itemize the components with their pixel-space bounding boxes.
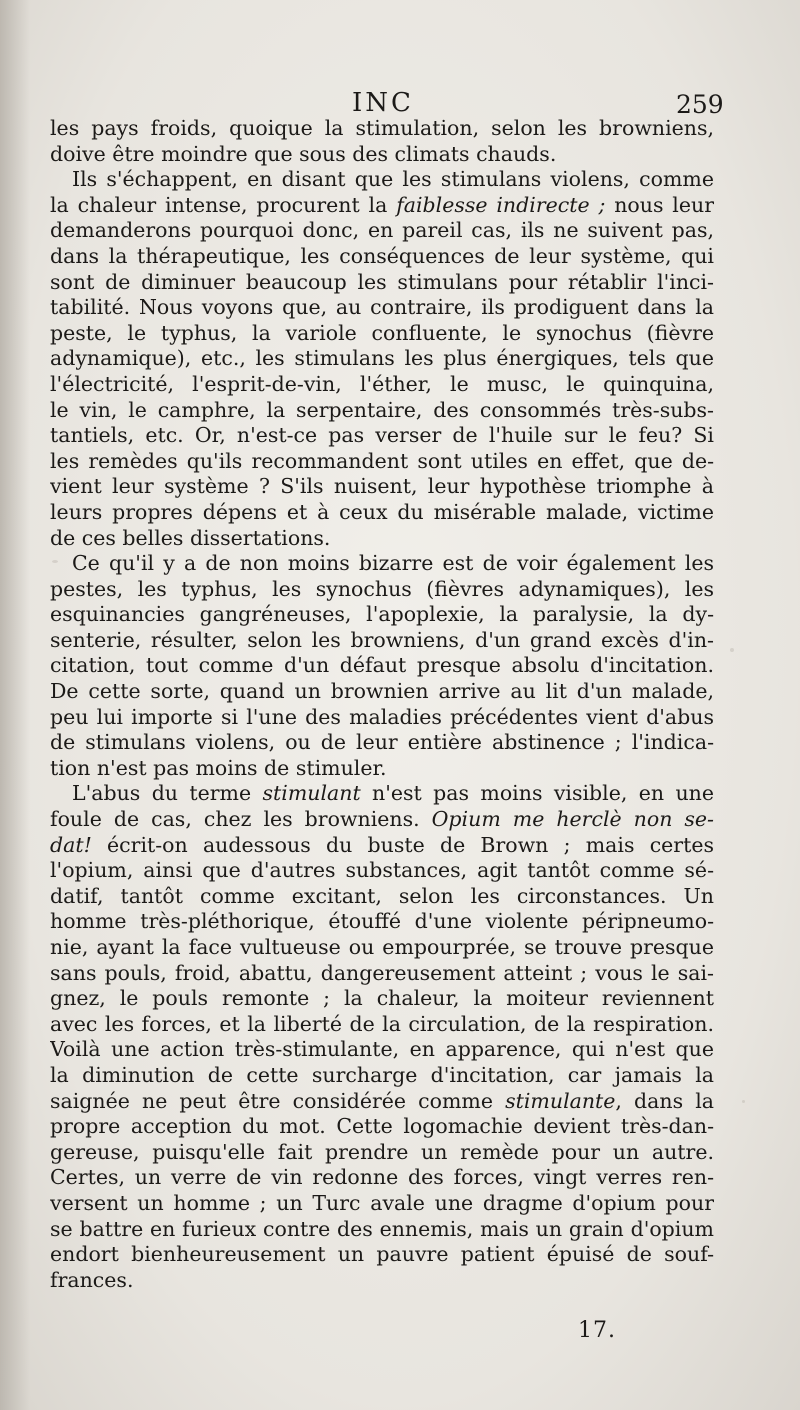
text-line [50, 705, 714, 731]
gutter-shadow [0, 0, 30, 1410]
text-run: de stimulans violens, ou de leur entière abstinence ; l'indica- [50, 730, 714, 755]
paper-blemish [742, 1100, 745, 1103]
text-run: esquinancies gangréneuses, l'apoplexie, la paralysie, la dy- [50, 602, 714, 627]
text-line [50, 781, 714, 807]
text-run: les pays froids, quoique la stimulation, selon les browniens, [50, 116, 714, 140]
text-line [50, 730, 714, 756]
text-run: dans la thérapeutique, les conséquences de leur système, qui [50, 243, 714, 268]
text-run: adynamique), etc., les stimulans les plus énergiques, tels que [50, 346, 714, 371]
text-run: datif, tantôt comme excitant, selon les circonstances. Un [50, 883, 714, 908]
text-run: De cette sorte, quand un brownien arrive au lit d'un malade, [50, 679, 714, 704]
text-run: tantiels, etc. Or, n'est-ce pas verser de l'huile sur le feu? Si [50, 423, 714, 448]
text-line [50, 295, 714, 321]
text-line [50, 1191, 714, 1217]
text-run: peu lui importe si l'une des maladies précédentes vient d'abus [50, 704, 714, 729]
text-run: endort bienheureusement un pauvre patient épuisé de souf- [50, 1242, 714, 1267]
text-run: Voilà une action très-stimulante, en apparence, qui n'est que [50, 1037, 714, 1062]
text-run: saignée ne peut être considérée comme [50, 1088, 506, 1113]
signature-mark: 17. [578, 1318, 616, 1343]
text-run: de ces belles dissertations. [50, 525, 331, 550]
text-line [50, 807, 714, 833]
text-run: les remèdes qu'ils recommandent sont utiles en effet, que de- [50, 448, 714, 473]
text-line [50, 1114, 714, 1140]
text-line [50, 218, 714, 244]
italic-phrase: stimulante [505, 1088, 616, 1113]
text-line [50, 398, 714, 424]
text-run: L'abus du terme [72, 781, 263, 806]
text-line [50, 1268, 714, 1294]
text-run: l'électricité, l'esprit-de-vin, l'éther, le musc, le quinquina, [50, 371, 714, 396]
text-line [50, 449, 714, 475]
text-run: nie, ayant la face vultueuse ou empourprée, se trouve presque [50, 935, 714, 959]
text-line [50, 986, 714, 1012]
text-line [50, 270, 714, 296]
text-run: gnez, le pouls remonte ; la chaleur, la moiteur reviennent [50, 986, 714, 1011]
italic-phrase: faiblesse indirecte ; [396, 192, 606, 217]
text-line [50, 526, 714, 552]
text-run: citation, tout comme d'un défaut presque absolu d'incitation. [50, 653, 714, 678]
text-run: senterie, résulter, selon les browniens, d'un grand excès d'in- [50, 627, 714, 652]
text-run: demanderons pourquoi donc, en pareil cas, ils ne suivent pas, [50, 218, 714, 243]
page-number: 259 [676, 90, 724, 119]
text-run: sans pouls, froid, abattu, dangereusement atteint ; vous le sai- [50, 960, 714, 985]
italic-phrase: dat! [50, 832, 92, 857]
italic-phrase: Opium me herclè non se- [431, 807, 714, 832]
text-run: la diminution de cette surcharge d'incitation, car jamais la [50, 1062, 714, 1087]
text-run: propre acception du mot. Cette logomachie devient très-dan- [50, 1114, 714, 1139]
text-line [50, 1217, 714, 1243]
text-run: la chaleur intense, procurent la [50, 192, 397, 217]
text-line [50, 833, 714, 859]
body-text [50, 116, 714, 1293]
text-line [50, 628, 714, 654]
text-line [50, 1242, 714, 1268]
text-run: peste, le typhus, la variole confluente, le synochus (fièvre [50, 320, 714, 345]
text-run: doive être moindre que sous des climats chauds. [50, 141, 557, 166]
text-line [50, 372, 714, 398]
text-line [50, 500, 714, 526]
italic-phrase: stimulant [262, 781, 361, 806]
text-line [50, 1089, 714, 1115]
text-run: sont de diminuer beaucoup les stimulans pour rétablir l'inci- [50, 269, 714, 294]
text-line [50, 1037, 714, 1063]
text-line [50, 884, 714, 910]
paper-blemish [730, 648, 734, 652]
text-run: Ce qu'il y a de non moins bizarre est de voir également les [72, 551, 714, 576]
text-line [50, 474, 714, 500]
text-run: tabilité. Nous voyons que, au contraire, ils prodiguent dans la [50, 295, 714, 320]
text-line [50, 167, 714, 193]
text-line [50, 116, 714, 142]
text-run: n'est pas moins visible, en une [360, 781, 714, 806]
text-run: pestes, les typhus, les synochus (fièvres adynamiques), les [50, 576, 714, 601]
text-run: , dans la [615, 1088, 714, 1113]
text-line [50, 142, 714, 168]
text-line [50, 935, 714, 961]
text-run: vient leur système ? S'ils nuisent, leur hypothèse triomphe à [50, 474, 714, 499]
text-run: Certes, un verre de vin redonne des forces, vingt verres ren- [50, 1165, 714, 1190]
text-line [50, 756, 714, 782]
text-line [50, 1140, 714, 1166]
text-line [50, 679, 714, 705]
text-line [50, 423, 714, 449]
text-run: se battre en furieux contre des ennemis, mais un grain d'opium [50, 1216, 714, 1241]
text-line [50, 602, 714, 628]
text-run: l'opium, ainsi que d'autres substances, agit tantôt comme sé- [50, 858, 714, 883]
text-run: tion n'est pas moins de stimuler. [50, 755, 387, 780]
text-run: homme très-pléthorique, étouffé d'une violente péripneumo- [50, 909, 714, 934]
text-run: le vin, le camphre, la serpentaire, des consommés très-subs- [50, 397, 714, 422]
text-run: versent un homme ; un Turc avale une dragme d'opium pour [50, 1190, 714, 1215]
running-head-title: INC [352, 88, 414, 118]
text-run: gereuse, puisqu'elle fait prendre un remède pour un autre. [50, 1139, 714, 1164]
text-run: avec les forces, et la liberté de la circulation, de la respiration. [50, 1011, 714, 1036]
text-line [50, 321, 714, 347]
text-line [50, 551, 714, 577]
text-line [50, 244, 714, 270]
text-run: leurs propres dépens et à ceux du misérable malade, victime [50, 499, 714, 524]
text-line [50, 1063, 714, 1089]
text-line [50, 653, 714, 679]
paper-blemish [52, 560, 58, 563]
text-line [50, 1012, 714, 1038]
text-line [50, 193, 714, 219]
text-line [50, 909, 714, 935]
text-run: foule de cas, chez les browniens. [50, 807, 432, 832]
text-line [50, 858, 714, 884]
text-run: Ils s'échappent, en disant que les stimulans violens, comme [72, 167, 714, 192]
text-line [50, 961, 714, 987]
text-run: frances. [50, 1267, 134, 1292]
text-line [50, 1165, 714, 1191]
text-line [50, 346, 714, 372]
text-run: écrit-on audessous du buste de Brown ; mais certes [91, 832, 714, 857]
text-run: nous leur [605, 192, 714, 217]
text-line [50, 577, 714, 603]
